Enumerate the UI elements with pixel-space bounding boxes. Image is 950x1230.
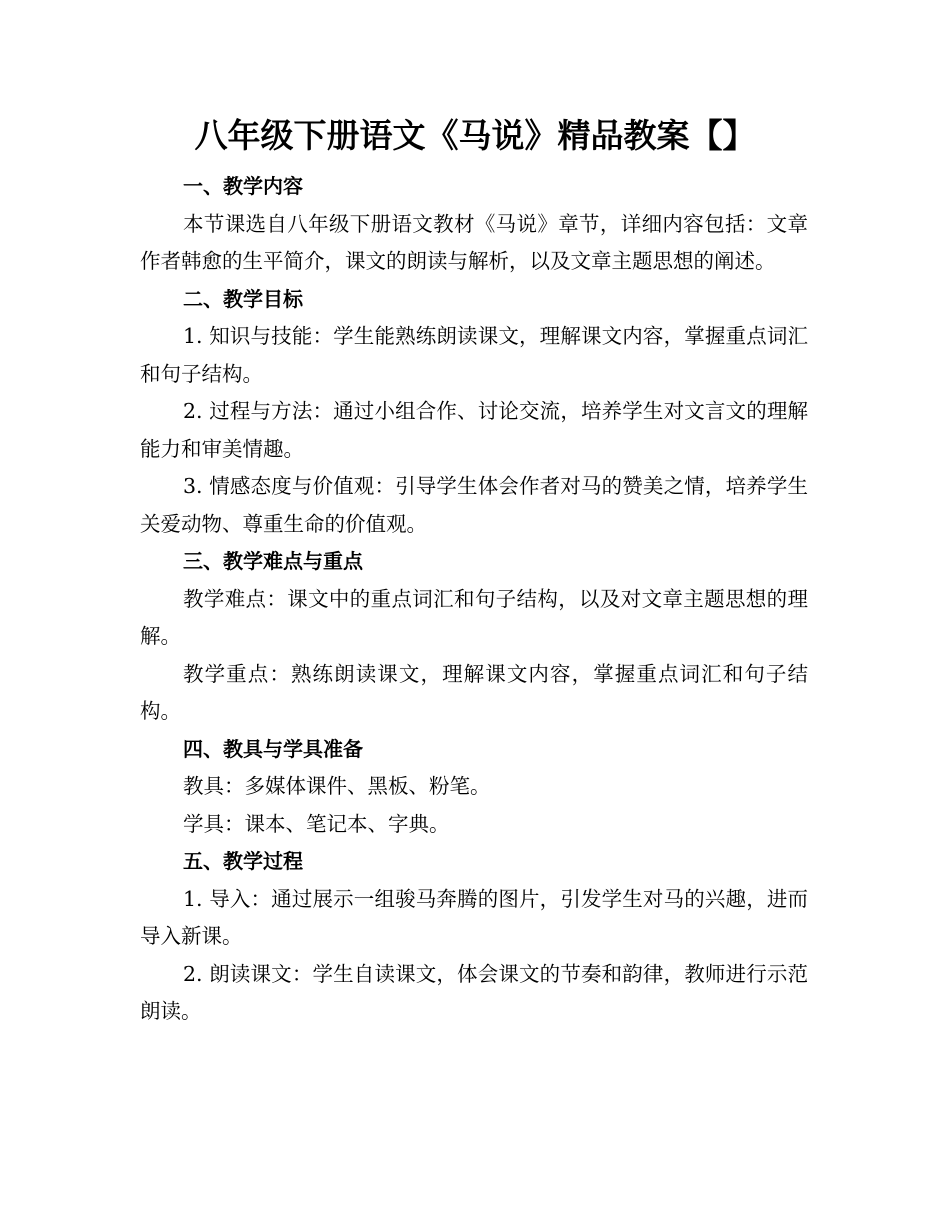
section-heading: 四、教具与学具准备 (183, 736, 363, 761)
paragraph: 教学重点：熟练朗读课文，理解课文内容，掌握重点词汇和句子结构。 (140, 661, 808, 723)
paragraph: 2. 朗读课文：学生自读课文，体会课文的节奏和韵律，教师进行示范朗读。 (140, 961, 808, 1023)
paragraph: 1. 知识与技能：学生能熟练朗读课文，理解课文内容，掌握重点词汇和句子结构。 (140, 324, 808, 386)
paragraph: 3. 情感态度与价值观：引导学生体会作者对马的赞美之情，培养学生关爱动物、尊重生命的价值观。 (140, 474, 808, 536)
paragraph: 1. 导入：通过展示一组骏马奔腾的图片，引发学生对马的兴趣，进而导入新课。 (140, 886, 808, 948)
paragraph: 教学难点：课文中的重点词汇和句子结构，以及对文章主题思想的理解。 (140, 586, 808, 648)
paragraph: 教具：多媒体课件、黑板、粉笔。 (183, 774, 491, 798)
section-heading: 二、教学目标 (183, 286, 303, 311)
section-heading: 三、教学难点与重点 (183, 549, 363, 573)
paragraph: 学具：课本、笔记本、字典。 (183, 811, 450, 836)
paragraph: 2. 过程与方法：通过小组合作、讨论交流，培养学生对文言文的理解能力和审美情趣。 (140, 399, 808, 461)
paragraph: 本节课选自八年级下册语文教材《马说》章节，详细内容包括：文章作者韩愈的生平简介，课文的朗读与解析，以及文章主题思想的阐述。 (140, 211, 808, 273)
section-heading: 一、教学内容 (183, 174, 303, 198)
document-body (140, 168, 808, 1031)
section-heading: 五、教学过程 (183, 849, 303, 873)
document-title: 八年级下册语文《马说》精品教案【】 (194, 116, 756, 155)
